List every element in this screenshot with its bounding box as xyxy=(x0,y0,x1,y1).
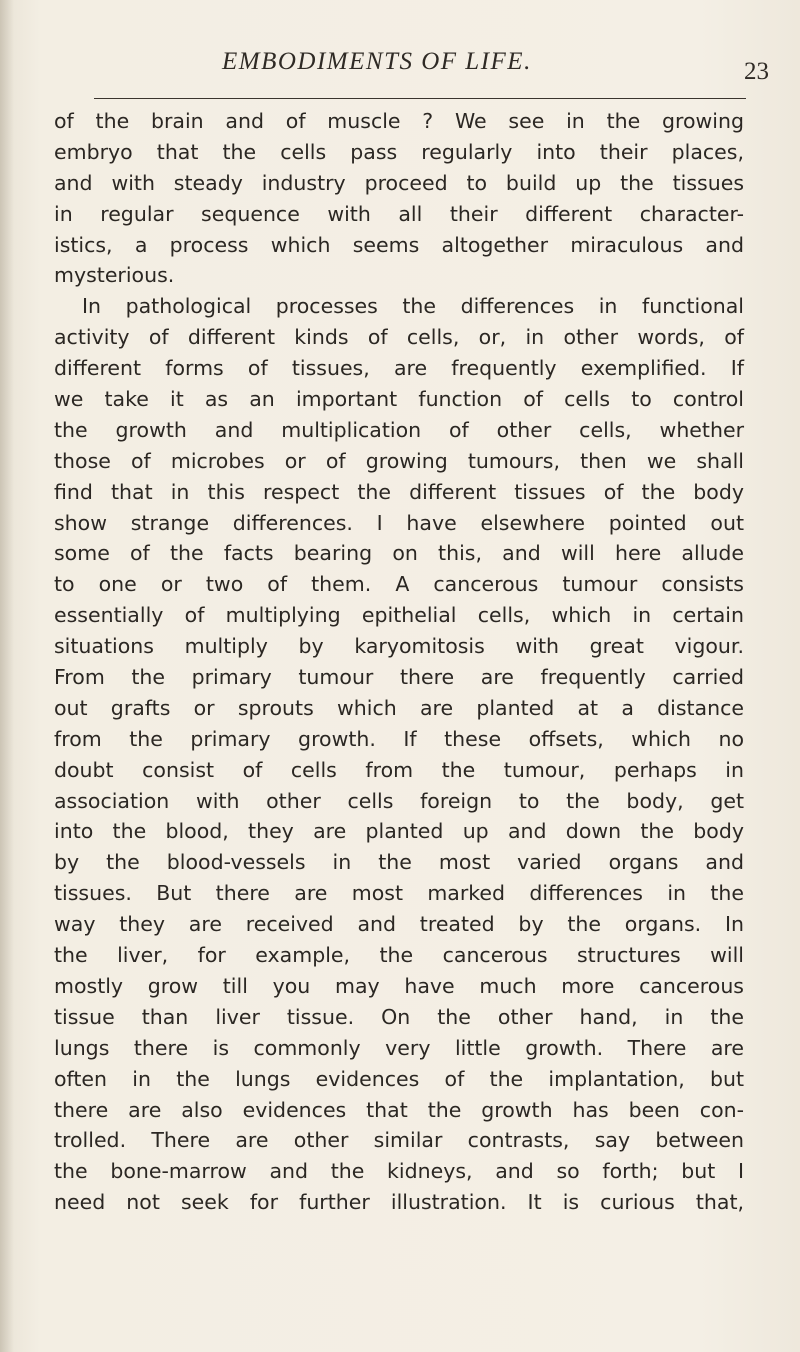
text-line: trolled. There are other similar contrasts, say between xyxy=(54,1128,744,1153)
text-line: the liver, for example, the cancerous structures will xyxy=(54,943,744,968)
body-text xyxy=(54,106,744,1218)
text-line: some of the facts bearing on this, and will here allude xyxy=(54,541,744,566)
text-line: From the primary tumour there are frequently carried xyxy=(54,665,744,690)
text-line: and with steady industry proceed to build up the tissues xyxy=(54,170,744,195)
text-line: show strange differences. I have elsewhere pointed out xyxy=(54,510,744,535)
text-line: out grafts or sprouts which are planted at a distance xyxy=(54,695,744,720)
text-line: tissues. But there are most marked differences in the xyxy=(54,881,744,906)
text-line: the bone-marrow and the kidneys, and so forth; but I xyxy=(54,1159,744,1184)
page-number: 23 xyxy=(744,58,769,85)
text-line: need not seek for further illustration. It is curious that, xyxy=(54,1190,744,1215)
text-line: situations multiply by karyomitosis with great vigour. xyxy=(54,634,744,659)
text-line: those of microbes or of growing tumours, then we shall xyxy=(54,448,744,473)
text-line: from the primary growth. If these offsets, which no xyxy=(54,726,744,751)
text-line: to one or two of them. A cancerous tumour consists xyxy=(54,572,744,597)
text-line: often in the lungs evidences of the implantation, but xyxy=(54,1066,744,1091)
text-line: association with other cells foreign to the body, get xyxy=(54,788,744,813)
text-line: in regular sequence with all their different character- xyxy=(54,201,744,226)
text-line: essentially of multiplying epithelial cells, which in certain xyxy=(54,603,744,628)
running-title: EMBODIMENTS OF LIFE. xyxy=(222,48,532,75)
text-line: there are also evidences that the growth has been con- xyxy=(54,1097,744,1122)
text-line: we take it as an important function of cells to control xyxy=(54,387,744,412)
text-line: into the blood, they are planted up and down the body xyxy=(54,819,744,844)
gutter-shadow xyxy=(0,0,14,1352)
text-line: embryo that the cells pass regularly into their places, xyxy=(54,139,744,164)
text-line: by the blood-vessels in the most varied organs and xyxy=(54,850,744,875)
text-line: mysterious. xyxy=(54,263,175,288)
text-line: mostly grow till you may have much more cancerous xyxy=(54,973,744,998)
text-line: istics, a process which seems altogether miraculous and xyxy=(54,232,744,257)
paragraph-start-line: In pathological processes the differences in functional xyxy=(82,294,744,319)
text-line: the growth and multiplication of other cells, whether xyxy=(54,417,744,442)
text-line: tissue than liver tissue. On the other hand, in the xyxy=(54,1004,744,1029)
header-rule xyxy=(94,98,746,99)
text-line: doubt consist of cells from the tumour, perhaps in xyxy=(54,757,744,782)
text-line: different forms of tissues, are frequently exemplified. If xyxy=(54,356,744,381)
text-line: way they are received and treated by the organs. In xyxy=(54,912,744,937)
text-line: lungs there is commonly very little growth. There are xyxy=(54,1035,744,1060)
text-line: activity of different kinds of cells, or, in other words, of xyxy=(54,325,744,350)
text-line: find that in this respect the different tissues of the body xyxy=(54,479,744,504)
text-line: of the brain and of muscle ? We see in the growing xyxy=(54,109,744,133)
